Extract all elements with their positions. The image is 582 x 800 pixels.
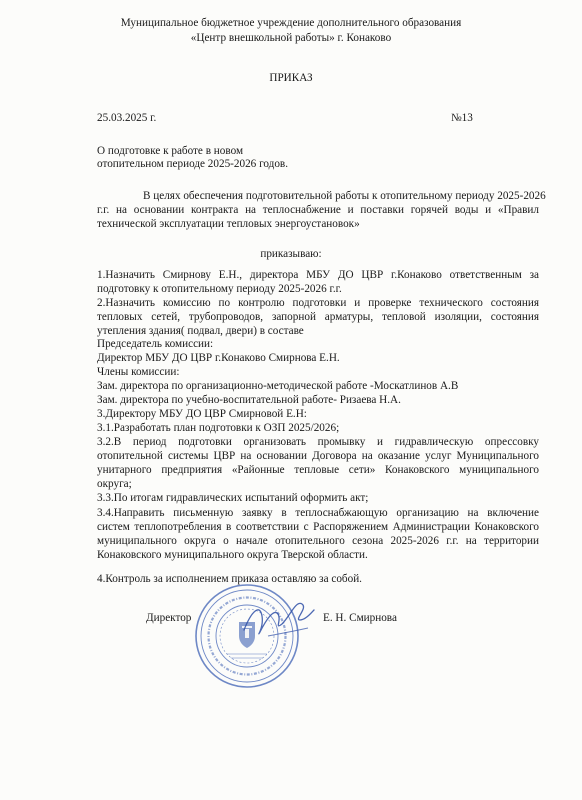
signature-role: Директор [146, 612, 192, 624]
item3-4-line4: Конаковского муниципального округа Тверской области. [97, 549, 368, 561]
item3-2-line1: 3.2.В период подготовки организовать промывку и гидравлическую опрессовку [97, 436, 539, 448]
commission-chair-name: Директор МБУ ДО ЦВР г.Конаково Смирнова Е.Н. [97, 352, 340, 364]
commission-member-2: Зам. директора по учебно-воспитательной работе- Ризаева Н.А. [97, 394, 401, 406]
item2-line3: утепления здания( подвал, двери) в составе [97, 325, 304, 337]
item3-4-line1: 3.4.Направить письменную заявку в теплоснабжающую организацию на включение [97, 507, 539, 519]
commission-member-1: Зам. директора по организационно-методической работе -Москатлинов А.В [97, 380, 459, 392]
subject-line1: О подготовке к работе в новом [97, 145, 244, 157]
item1-line1: 1.Назначить Смирнову Е.Н., директора МБУ ДО ЦВР г.Конаково ответственным за [97, 269, 539, 281]
org-name-line1: Муниципальное бюджетное учреждение дополнительного образования [120, 17, 462, 29]
item3-2-line4: округа; [97, 478, 132, 490]
order-number: №13 [451, 112, 473, 124]
preamble-line2: г.г. на основании контракта на теплоснабжение и поставки горячей воды и «Правил [97, 204, 539, 216]
handwritten-signature [238, 590, 318, 650]
document-title: ПРИКАЗ [269, 72, 313, 84]
commission-members-label: Члены комиссии: [97, 366, 180, 378]
item2-line2: тепловых сетей, трубопроводов, запорной арматуры, тепловой изоляции, состояния [97, 311, 539, 323]
item3-4-line3: муниципального округа о начале отопительного сезона 2025-2026 г.г. на территории [97, 535, 539, 547]
item3-2-line2: отопительной системы ЦВР на основании Договора на оказание услуг Муниципального [97, 450, 539, 462]
item1-line2: подготовку к отопительному периоду 2025-2026 г.г. [97, 283, 342, 295]
signature-name: Е. Н. Смирнова [323, 612, 397, 624]
item3-1: 3.1.Разработать план подготовки к ОЗП 2025/2026; [97, 422, 340, 434]
item3-4-line2: систем теплопотребления в соответствии с Распоряжением Администрации Конаковского [97, 521, 539, 533]
preamble-line3: технической эксплуатации тепловых энергоустановок» [97, 218, 360, 230]
commission-chair-label: Председатель комиссии: [97, 338, 214, 350]
org-name-line2: «Центр внешкольной работы» г. Конаково [190, 32, 392, 44]
item3: 3.Директору МБУ ДО ЦВР Смирновой Е.Н: [97, 408, 307, 420]
preamble-line1: В целях обеспечения подготовительной работы к отопительному периоду 2025-2026 [143, 190, 546, 202]
item2-line1: 2.Назначить комиссию по контролю подготовки и проверке технического состояния [97, 297, 539, 309]
item3-2-line3: унитарного предприятия «Районные тепловые сети» Конаковского муниципального [97, 464, 539, 476]
item3-3: 3.3.По итогам гидравлических испытаний оформить акт; [97, 492, 369, 504]
order-date: 25.03.2025 г. [97, 112, 157, 124]
order-word: приказываю: [260, 248, 322, 260]
item4: 4.Контроль за исполнением приказа оставляю за собой. [97, 573, 362, 585]
subject-line2: отопительном периоде 2025-2026 годов. [97, 158, 289, 170]
